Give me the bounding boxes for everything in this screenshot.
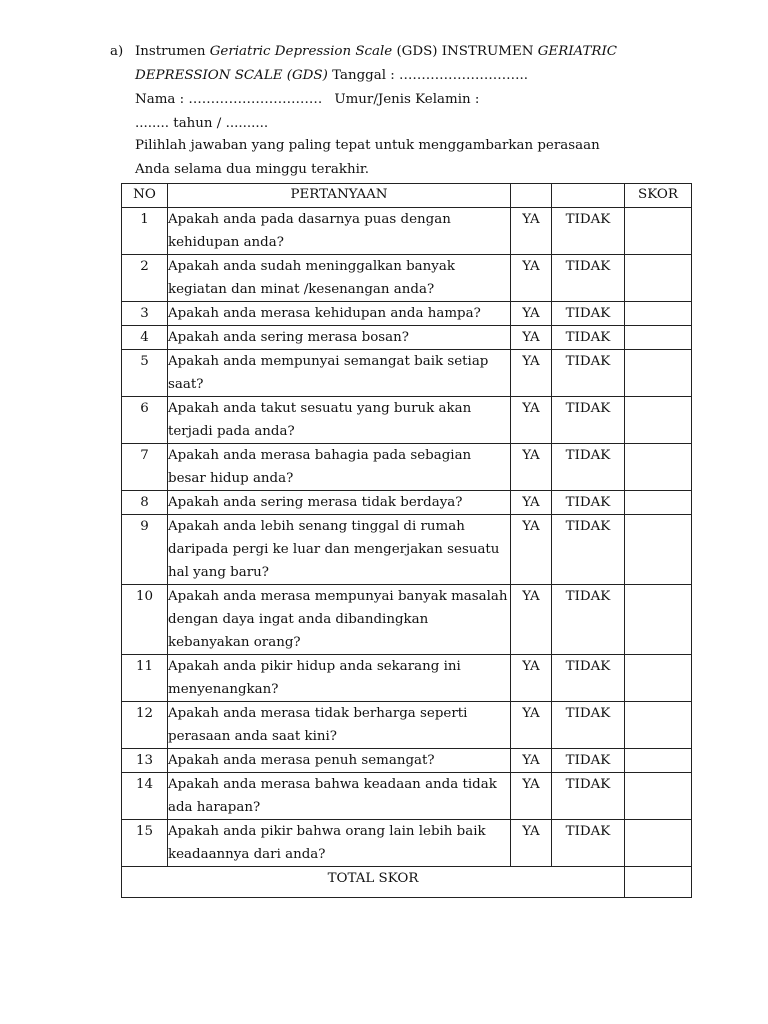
answer-tidak[interactable]: TIDAK [552, 820, 625, 867]
answer-tidak[interactable]: TIDAK [552, 208, 625, 255]
table-row [122, 655, 692, 702]
score-cell[interactable] [625, 302, 692, 326]
table-row [122, 491, 692, 515]
answer-tidak[interactable]: TIDAK [552, 749, 625, 773]
answer-tidak[interactable]: TIDAK [552, 585, 625, 655]
answer-ya[interactable]: YA [511, 208, 552, 255]
answer-ya[interactable]: YA [511, 326, 552, 350]
question-number: 8 [122, 491, 168, 515]
question-text: Apakah anda mempunyai semangat baik setiap saat? [168, 350, 511, 397]
question-text: Apakah anda sering merasa bosan? [168, 326, 511, 350]
question-number: 14 [122, 773, 168, 820]
question-text: Apakah anda sudah meninggalkan banyak kegiatan dan minat /kesenangan anda? [168, 255, 511, 302]
title-text-b: (GDS) INSTRUMEN [392, 44, 538, 59]
answer-ya[interactable]: YA [511, 515, 552, 585]
header-question: PERTANYAAN [168, 184, 511, 208]
answer-ya[interactable]: YA [511, 655, 552, 702]
question-text: Apakah anda merasa penuh semangat? [168, 749, 511, 773]
years-line: ........ tahun / .......... [135, 116, 269, 131]
score-cell[interactable] [625, 397, 692, 444]
total-row [122, 867, 692, 898]
table-row [122, 585, 692, 655]
answer-tidak[interactable]: TIDAK [552, 655, 625, 702]
table-row [122, 773, 692, 820]
answer-tidak[interactable]: TIDAK [552, 302, 625, 326]
score-cell[interactable] [625, 702, 692, 749]
table-header-row [122, 184, 692, 208]
question-number: 9 [122, 515, 168, 585]
title-text-a: Instrumen [135, 44, 210, 59]
question-number: 13 [122, 749, 168, 773]
question-number: 11 [122, 655, 168, 702]
title-italic-depression: DEPRESSION SCALE (GDS) [135, 68, 328, 83]
answer-ya[interactable]: YA [511, 702, 552, 749]
answer-tidak[interactable]: TIDAK [552, 326, 625, 350]
instrument-title-line-2 [135, 66, 528, 86]
table-row [122, 444, 692, 491]
question-number: 6 [122, 397, 168, 444]
title-italic-geriatric: GERIATRIC [537, 44, 618, 59]
table-row [122, 702, 692, 749]
instruction-line-1: Pilihlah jawaban yang paling tepat untuk menggambarkan perasaan [135, 138, 600, 153]
score-cell[interactable] [625, 444, 692, 491]
score-cell[interactable] [625, 326, 692, 350]
answer-tidak[interactable]: TIDAK [552, 773, 625, 820]
table-row [122, 749, 692, 773]
answer-ya[interactable]: YA [511, 585, 552, 655]
answer-tidak[interactable]: TIDAK [552, 397, 625, 444]
score-cell[interactable] [625, 773, 692, 820]
score-cell[interactable] [625, 655, 692, 702]
answer-ya[interactable]: YA [511, 444, 552, 491]
answer-ya[interactable]: YA [511, 302, 552, 326]
table-row [122, 255, 692, 302]
table-row [122, 350, 692, 397]
name-field-label: Nama : ………………………… [135, 92, 323, 107]
list-marker: a) [110, 44, 124, 59]
question-number: 5 [122, 350, 168, 397]
title-italic-gds: Geriatric Depression Scale [209, 44, 393, 59]
score-cell[interactable] [625, 350, 692, 397]
table-row [122, 515, 692, 585]
table-row [122, 820, 692, 867]
question-number: 15 [122, 820, 168, 867]
answer-tidak[interactable]: TIDAK [552, 702, 625, 749]
question-text: Apakah anda merasa mempunyai banyak masalah dengan daya ingat anda dibandingkan kebanyakan orang? [168, 585, 511, 655]
question-text: Apakah anda merasa tidak berharga seperti perasaan anda saat kini? [168, 702, 511, 749]
name-age-line [135, 90, 479, 110]
header-tidak [552, 184, 625, 208]
answer-tidak[interactable]: TIDAK [552, 350, 625, 397]
question-text: Apakah anda lebih senang tinggal di rumah daripada pergi ke luar dan mengerjakan sesuatu hal yang baru? [168, 515, 511, 585]
score-cell[interactable] [625, 820, 692, 867]
answer-ya[interactable]: YA [511, 255, 552, 302]
answer-tidak[interactable]: TIDAK [552, 255, 625, 302]
score-cell[interactable] [625, 585, 692, 655]
answer-ya[interactable]: YA [511, 773, 552, 820]
question-text: Apakah anda pikir bahwa orang lain lebih baik keadaannya dari anda? [168, 820, 511, 867]
date-field-label: Tanggal : ……………………….. [327, 68, 529, 83]
answer-tidak[interactable]: TIDAK [552, 444, 625, 491]
score-cell[interactable] [625, 255, 692, 302]
answer-tidak[interactable]: TIDAK [552, 515, 625, 585]
score-cell[interactable] [625, 749, 692, 773]
age-gender-field-label: Umur/Jenis Kelamin : [334, 92, 480, 107]
question-text: Apakah anda merasa bahagia pada sebagian besar hidup anda? [168, 444, 511, 491]
question-text: Apakah anda takut sesuatu yang buruk akan terjadi pada anda? [168, 397, 511, 444]
question-number: 1 [122, 208, 168, 255]
table-row [122, 208, 692, 255]
table-row [122, 326, 692, 350]
answer-ya[interactable]: YA [511, 350, 552, 397]
question-text: Apakah anda merasa kehidupan anda hampa? [168, 302, 511, 326]
header-skor: SKOR [625, 184, 692, 208]
question-number: 10 [122, 585, 168, 655]
total-score-cell[interactable] [625, 867, 692, 898]
question-number: 12 [122, 702, 168, 749]
total-label: TOTAL SKOR [122, 867, 625, 898]
question-number: 4 [122, 326, 168, 350]
score-cell[interactable] [625, 491, 692, 515]
instrument-title-line-1 [135, 42, 617, 62]
instruction-line-2: Anda selama dua minggu terakhir. [135, 162, 370, 177]
answer-ya[interactable]: YA [511, 820, 552, 867]
header-ya [511, 184, 552, 208]
answer-tidak[interactable]: TIDAK [552, 491, 625, 515]
question-number: 2 [122, 255, 168, 302]
question-text: Apakah anda sering merasa tidak berdaya? [168, 491, 511, 515]
question-text: Apakah anda pada dasarnya puas dengan kehidupan anda? [168, 208, 511, 255]
score-cell[interactable] [625, 208, 692, 255]
score-cell[interactable] [625, 515, 692, 585]
question-number: 3 [122, 302, 168, 326]
table-row [122, 302, 692, 326]
table-row [122, 397, 692, 444]
question-text: Apakah anda merasa bahwa keadaan anda tidak ada harapan? [168, 773, 511, 820]
answer-ya[interactable]: YA [511, 397, 552, 444]
answer-ya[interactable]: YA [511, 749, 552, 773]
gds-questionnaire-table [121, 183, 692, 898]
header-no: NO [122, 184, 168, 208]
answer-ya[interactable]: YA [511, 491, 552, 515]
question-number: 7 [122, 444, 168, 491]
question-text: Apakah anda pikir hidup anda sekarang ini menyenangkan? [168, 655, 511, 702]
